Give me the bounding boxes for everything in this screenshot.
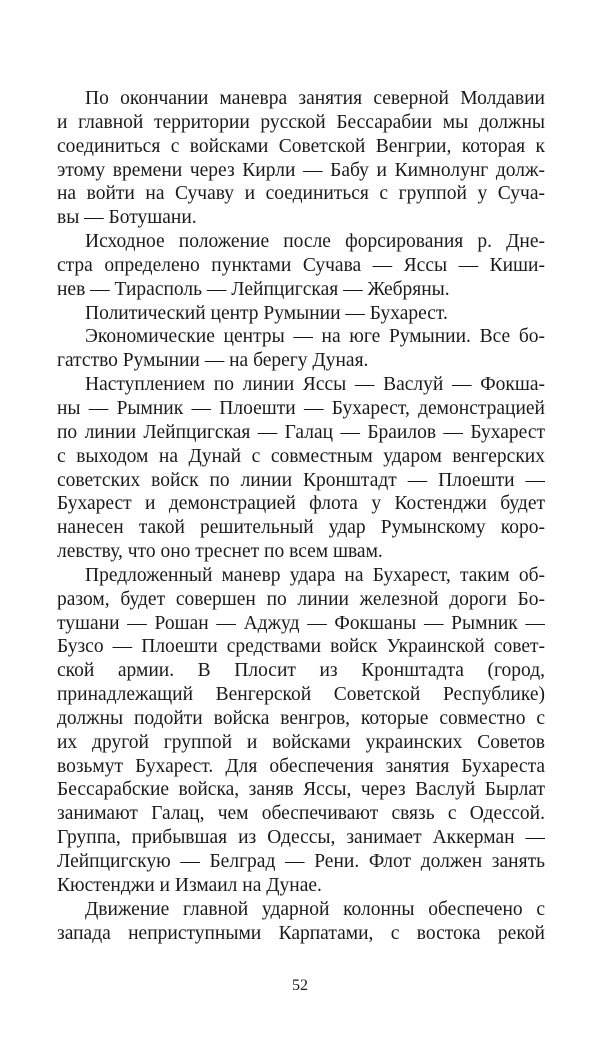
text-line: и главной территории русской Бессарабии мы должны	[57, 111, 545, 133]
text-line: принадлежащий Венгерской Советской Республике)	[57, 684, 545, 706]
text-line: Лейпцигскую — Белград — Рени. Флот должен занять	[57, 851, 545, 872]
text-line: Предложенный маневр удара на Бухарест, таким об-	[85, 564, 545, 586]
text-line: нев — Тирасполь — Лейпцигская — Жебряны.	[57, 278, 450, 300]
paragraph	[57, 87, 545, 230]
text-line: Экономические центры — на юге Румынии. Все бо-	[85, 326, 545, 348]
text-line: Движение главной ударной колонны обеспечено с	[85, 898, 545, 920]
text-line: занимают Галац, чем обеспечивают связь с Одессой.	[57, 803, 545, 825]
page-body	[57, 87, 545, 945]
text-line: возьмут Бухарест. Для обеспечения занятия Бухареста	[57, 755, 545, 777]
text-line: гатство Румынии — на берегу Дуная.	[57, 350, 369, 372]
paragraph	[57, 230, 545, 302]
text-line: стра определено пунктами Сучава — Яссы — Киши-	[57, 254, 545, 276]
text-line: Бухарест и демонстрацией флота у Костенджи будет	[57, 493, 545, 515]
text-line: на войти на Сучаву и соединиться с группой у Суча-	[57, 183, 545, 205]
text-line: левству, что оно треснет по всем швам.	[57, 541, 383, 563]
text-line: Кюстенджи и Измаил на Дунае.	[57, 874, 322, 896]
text-line: должны подойти войска венгров, которые совместно с	[57, 707, 545, 729]
text-line: По окончании маневра занятия северной Молдавии	[85, 88, 545, 109]
text-line: Политический центр Румынии — Бухарест.	[85, 302, 448, 324]
text-line: советских войск по линии Кронштадт — Плоешти —	[57, 469, 545, 491]
paragraph	[57, 302, 545, 326]
page-number: 52	[292, 977, 308, 994]
text-line: по линии Лейпцигская — Галац — Браилов — Бухарест	[57, 421, 545, 443]
text-line: соединиться с войсками Советской Венгрии, которая к	[57, 135, 545, 157]
text-line: ны — Рымник — Плоешти — Бухарест, демонстрацией	[57, 397, 545, 419]
text-line: тушани — Рошан — Аджуд — Фокшаны — Рымник —	[57, 612, 545, 634]
text-line: Наступлением по линии Яссы — Васлуй — Фокша-	[85, 374, 545, 396]
text-line: запада неприступными Карпатами, с востока рекой	[57, 922, 545, 944]
text-line: Исходное положение после форсирования р. Дне-	[85, 231, 545, 253]
paragraph	[57, 564, 545, 898]
text-line: разом, будет совершен по линии железной дороги Бо-	[57, 588, 545, 610]
text-line: Группа, прибывшая из Одессы, занимает Аккерман —	[57, 827, 545, 849]
text-line: с выходом на Дунай с совместным ударом венгерских	[57, 445, 545, 467]
paragraph	[57, 325, 545, 373]
text-line: Бессарабские войска, заняв Яссы, через Васлуй Бырлат	[57, 779, 545, 801]
text-line: их другой группой и войсками украинских Советов	[57, 731, 545, 753]
text-line: нанесен такой решительный удар Румынскому коро-	[57, 517, 545, 539]
text-line: этому времени через Кирли — Бабу и Кимнолунг долж-	[57, 159, 545, 181]
paragraph	[57, 898, 545, 946]
paragraph	[57, 373, 545, 564]
text-line: вы — Ботушани.	[57, 207, 197, 229]
text-line: ской армии. В Плосит из Кронштадта (город,	[57, 660, 545, 682]
text-line: Бузсо — Плоешти средствами войск Украинской совет-	[57, 636, 545, 658]
